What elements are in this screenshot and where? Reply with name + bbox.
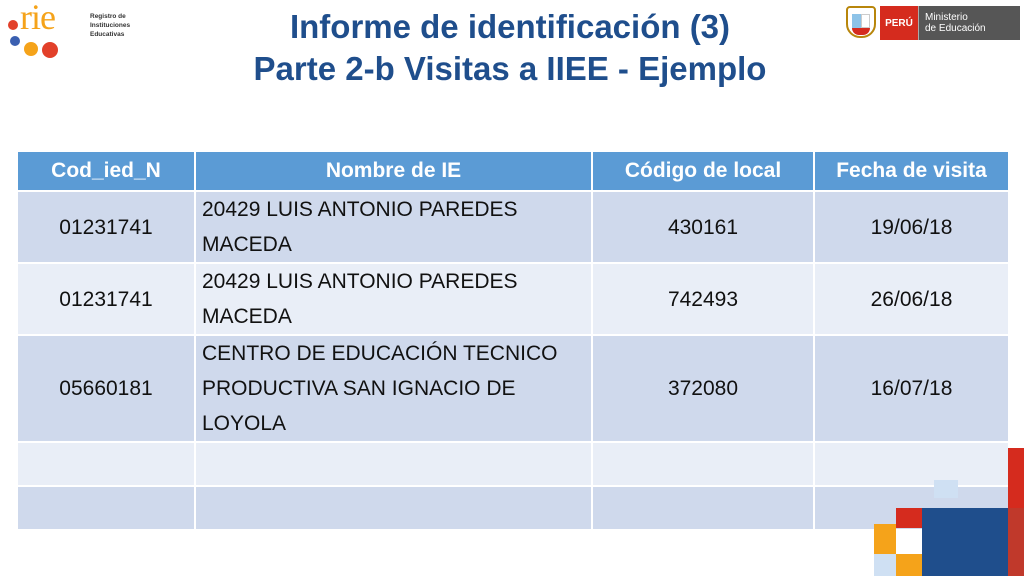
decor-block-lightblue-2 — [874, 554, 896, 576]
table-row — [17, 335, 1009, 442]
decor-block-red-2 — [1008, 448, 1024, 508]
decor-block-yellow — [874, 524, 896, 554]
peru-label: PERÚ — [880, 6, 918, 40]
peru-crest-icon — [846, 6, 876, 38]
cell-fecha: 16/07/18 — [814, 335, 1009, 442]
visits-table — [16, 150, 1008, 531]
cell-name: CENTRO DE EDUCACIÓN TECNICO PRODUCTIVA SAN IGNACIO DE LOYOLA — [195, 335, 592, 442]
cell-fecha: 19/06/18 — [814, 191, 1009, 263]
cell-local: 742493 — [592, 263, 814, 335]
title-line-1: Informe de identificación (3) — [289, 8, 731, 45]
header-codigo-local: Código de local — [592, 151, 814, 191]
ministry-label: Ministerio de Educación — [918, 6, 1020, 40]
rie-logo — [4, 2, 134, 64]
logo-dot-red — [8, 20, 18, 30]
rie-subtitle: Registro de Instituciones Educativas — [90, 13, 131, 38]
table-row-empty — [17, 442, 1009, 486]
decor-block-lightblue — [934, 480, 958, 498]
header-fecha-visita: Fecha de visita — [814, 151, 1009, 191]
cell-local: 372080 — [592, 335, 814, 442]
cell-cod: 01231741 — [17, 263, 195, 335]
table-row — [17, 191, 1009, 263]
cell-name — [195, 442, 592, 486]
table-row — [17, 263, 1009, 335]
cell-local — [592, 442, 814, 486]
cell-cod: 05660181 — [17, 335, 195, 442]
decor-block-red — [896, 508, 922, 528]
cell-name: 20429 LUIS ANTONIO PAREDES MACEDA — [195, 263, 592, 335]
cell-fecha — [814, 442, 1009, 486]
decor-block-blue — [922, 508, 1008, 576]
cell-name: 20429 LUIS ANTONIO PAREDES MACEDA — [195, 191, 592, 263]
title-line-2: Parte 2-b Visitas a IIEE - Ejemplo — [253, 50, 767, 87]
table-header-row — [17, 151, 1009, 191]
logo-dot-orange — [24, 42, 38, 56]
cell-local — [592, 486, 814, 530]
logo-dot-red-2 — [42, 42, 58, 58]
header-cod-ied: Cod_ied_N — [17, 151, 195, 191]
minedu-logo — [846, 4, 1022, 40]
cell-name — [195, 486, 592, 530]
table-row-empty — [17, 486, 1009, 530]
cell-local: 430161 — [592, 191, 814, 263]
logo-dot-blue — [10, 36, 20, 46]
cell-fecha: 26/06/18 — [814, 263, 1009, 335]
decor-block-red-3 — [1008, 508, 1024, 576]
cell-cod — [17, 486, 195, 530]
cell-cod — [17, 442, 195, 486]
cell-cod: 01231741 — [17, 191, 195, 263]
decor-block-yellow-2 — [896, 554, 922, 576]
header-nombre-ie: Nombre de IE — [195, 151, 592, 191]
page-title — [140, 6, 880, 90]
rie-wordmark: rie — [20, 0, 55, 37]
